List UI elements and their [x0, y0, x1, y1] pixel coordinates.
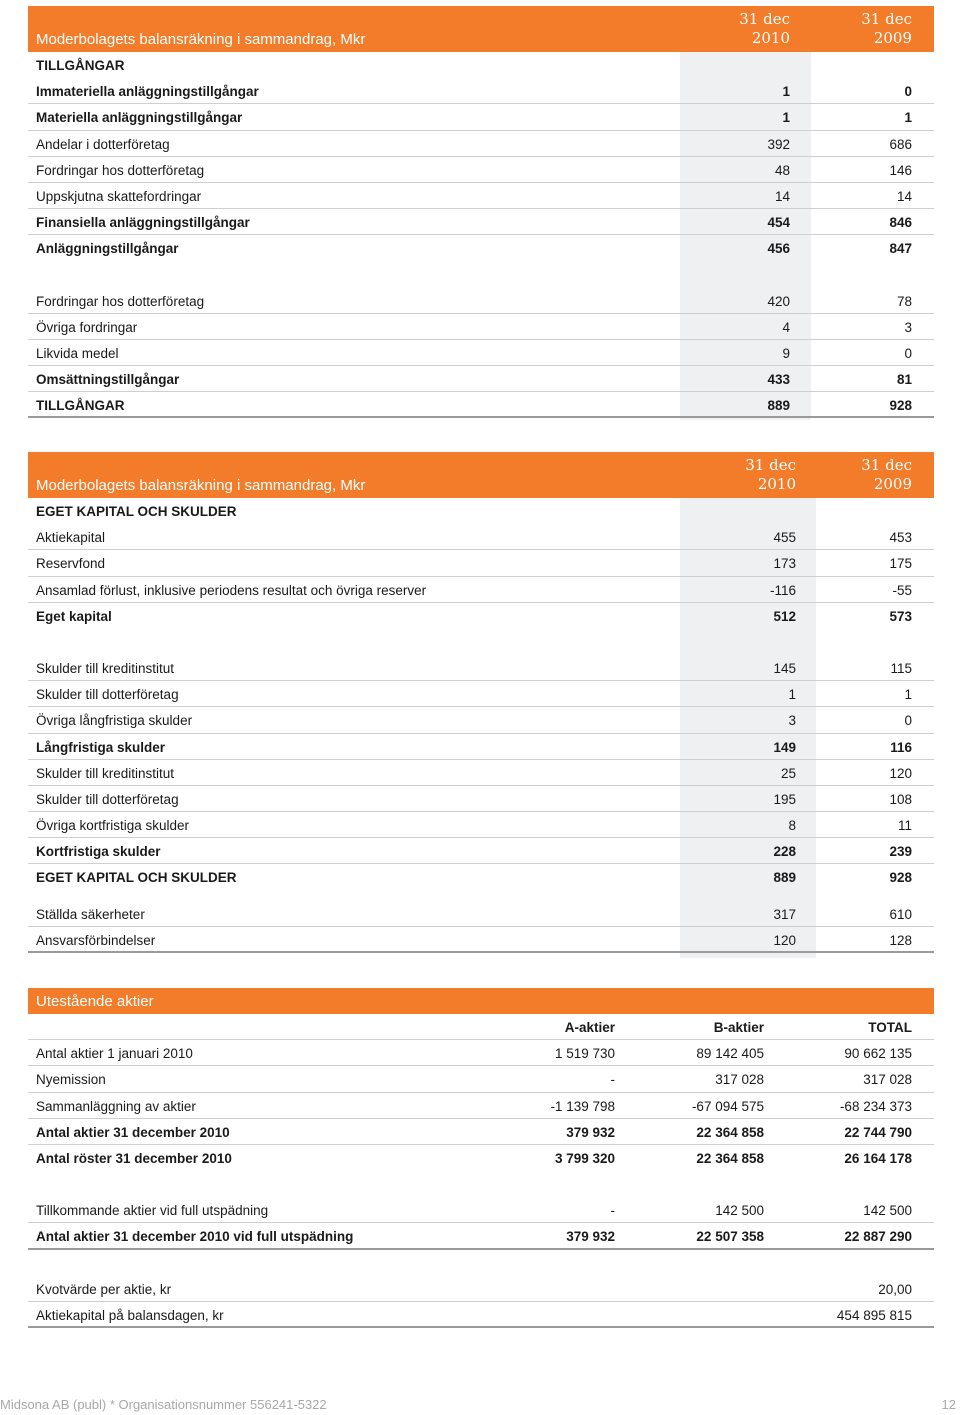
- column-header-2010: 31 dec 2010: [739, 10, 790, 47]
- table-row: Ansvarsförbindelser 120 128: [28, 927, 934, 953]
- col-b-aktier: B-aktier: [713, 1020, 764, 1035]
- section-label: TILLGÅNGAR: [36, 58, 125, 73]
- table-row: Fordringar hos dotterföretag 48 146: [28, 157, 934, 183]
- table-row: Nyemission - 317 028 317 028: [28, 1066, 934, 1092]
- table-row: Aktiekapital på balansdagen, kr 454 895 815: [28, 1302, 934, 1328]
- column-header-2009: 31 dec 2009: [861, 10, 912, 47]
- table-row: Finansiella anläggningstillgångar 454 846: [28, 209, 934, 235]
- table-row: Övriga kortfristiga skulder 8 11: [28, 812, 934, 838]
- table-header: [28, 6, 934, 52]
- table-row: Skulder till dotterföretag 195 108: [28, 786, 934, 812]
- column-header-2010: 31 dec 2010: [745, 456, 796, 493]
- table-row: EGET KAPITAL OCH SKULDER 889 928: [36, 870, 912, 886]
- page-number: 12: [941, 1397, 956, 1412]
- table-row: Eget kapital 512 573: [36, 608, 912, 624]
- table-row: Anläggningstillgångar 456 847: [36, 241, 912, 257]
- table-row: Sammanläggning av aktier -1 139 798 -67 094 575 -68 234 373: [28, 1093, 934, 1119]
- table-header: [28, 452, 934, 498]
- table-row: Likvida medel 9 0: [28, 340, 934, 366]
- table-row: Antal aktier 1 januari 2010 1 519 730 89 142 405 90 662 135: [28, 1040, 934, 1066]
- balance-sheet-assets-table: [28, 6, 934, 418]
- col-a-aktier: A-aktier: [564, 1020, 615, 1035]
- column-header-row: [28, 1014, 934, 1040]
- table-row: Antal aktier 31 december 2010 vid full utspädning 379 932 22 507 358 22 887 290: [28, 1223, 934, 1249]
- table-row: Uppskjutna skattefordringar 14 14: [28, 183, 934, 209]
- outstanding-shares-table: [28, 988, 934, 1328]
- table-row: TILLGÅNGAR 889 928: [28, 392, 934, 418]
- section-label: EGET KAPITAL OCH SKULDER: [36, 504, 237, 519]
- column-header-2009: 31 dec 2009: [861, 456, 912, 493]
- table-row: Antal röster 31 december 2010 3 799 320 22 364 858 26 164 178: [36, 1150, 912, 1166]
- balance-sheet-equity-table: [28, 452, 934, 953]
- table-row: Ställda säkerheter 317 610: [28, 901, 934, 927]
- table-row: Kvotvärde per aktie, kr 20,00: [28, 1276, 934, 1302]
- table-row: Andelar i dotterföretag 392 686: [28, 131, 934, 157]
- table-row: Kortfristiga skulder 228 239: [28, 838, 934, 864]
- table-row: Reservfond 173 175: [28, 550, 934, 576]
- table-row: Övriga långfristiga skulder 3 0: [28, 707, 934, 733]
- table-header: [28, 988, 934, 1014]
- table-row: Antal aktier 31 december 2010 379 932 22 364 858 22 744 790: [28, 1119, 934, 1145]
- table-row: Tillkommande aktier vid full utspädning - 142 500 142 500: [28, 1197, 934, 1223]
- table-title: Moderbolagets balansräkning i sammandrag, Mkr: [36, 477, 366, 494]
- col-total: TOTAL: [868, 1020, 912, 1035]
- table-row: Ansamlad förlust, inklusive periodens resultat och övriga reserver -116 -55: [28, 577, 934, 603]
- table-row: Övriga fordringar 4 3: [28, 314, 934, 340]
- table-row: Långfristiga skulder 149 116: [28, 734, 934, 760]
- table-row: Skulder till dotterföretag 1 1: [28, 681, 934, 707]
- table-row: Skulder till kreditinstitut 145 115: [28, 655, 934, 681]
- footer-company-text: Midsona AB (publ) * Organisationsnummer 556241-5322: [0, 1397, 327, 1412]
- table-title: Moderbolagets balansräkning i sammandrag, Mkr: [36, 31, 366, 48]
- table-row: Aktiekapital 455 453: [28, 524, 934, 550]
- table-row: Materiella anläggningstillgångar 1 1: [28, 104, 934, 130]
- table-row: Skulder till kreditinstitut 25 120: [28, 760, 934, 786]
- table-title: Utestående aktier: [36, 993, 154, 1010]
- table-row: Immateriella anläggningstillgångar 1 0: [28, 78, 934, 104]
- table-row: Fordringar hos dotterföretag 420 78: [28, 288, 934, 314]
- table-row: Omsättningstillgångar 433 81: [28, 366, 934, 392]
